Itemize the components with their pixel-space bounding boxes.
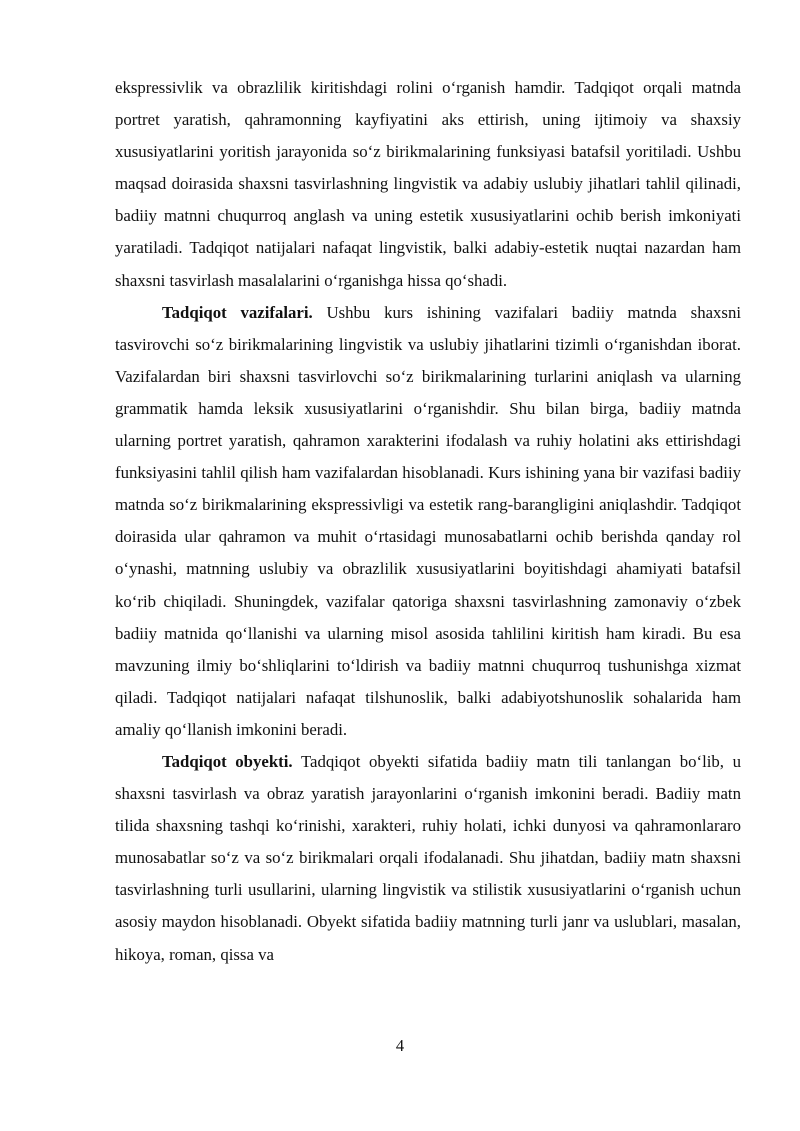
paragraph-text: ekspressivlik va obrazlilik kiritishdagi rolini o‘rganish hamdir. Tadqiqot orqali matnda portret yaratish, qahramonning kayfiyatini aks ettirish, uning ijtimoiy va shaxsiy xususiyatlarini yoritish jarayonida so‘z birikmalarining funksiyasi batafsil yoritiladi. Ushbu maqsad doirasida shaxsni tasvirlashning lingvistik va adabiy uslubiy jihatlari tahlil qilinadi, badiiy matnni chuqurroq anglash va uning estetik xususiyatlarini ochib berish imkoniyati yaratiladi. Tadqiqot natijalari nafaqat lingvistik, balki adabiy-estetik nuqtai nazardan ham shaxsni tasvirlash masalalarini o‘rganishga hissa qo‘shadi. [115, 78, 741, 290]
paragraph-research-object [115, 746, 741, 971]
paragraph-continuation [115, 72, 741, 297]
page-number: 4 [395, 1036, 405, 1055]
inline-heading-research-tasks: Tadqiqot vazifalari. [162, 302, 313, 322]
paragraph-research-tasks [115, 297, 741, 746]
paragraph-text: Ushbu kurs ishining vazifalari badiiy matnda shaxsni tasvirovchi so‘z birikmalarining lingvistik va uslubiy jihatlarini tizimli o‘rganishdan iborat. Vazifalardan biri shaxsni tasvirlovchi so‘z birikmalarining turlarini aniqlash va ularning grammatik hamda leksik xususiyatlarini o‘rganishdir. Shu bilan birga, badiiy matnda ularning portret yaratish, qahramon xarakterini ifodalash va ruhiy holatini aks ettirishdagi funksiyasini tahlil qilish ham vazifalardan hisoblanadi. Kurs ishining yana bir vazifasi badiiy matnda so‘z birikmalarining ekspressivligi va estetik rang-barangligini aniqlashdir. Tadqiqot doirasida ular qahramon va muhit o‘rtasidagi munosabatlarni ochib berishda qanday rol o‘ynashi, matnning uslubiy va obrazlilik xususiyatlarini boyitishdagi ahamiyati batafsil ko‘rib chiqiladi. Shuningdek, vazifalar qatoriga shaxsni tasvirlashning zamonaviy o‘zbek badiiy matnida qo‘llanishi va ularning misol asosida tahlilini kiritish ham kiradi. Bu esa mavzuning ilmiy bo‘shliqlarini to‘ldirish va badiiy matnni chuqurroq tushunishga xizmat qiladi. Tadqiqot natijalari nafaqat tilshunoslik, balki adabiyotshunoslik sohalarida ham amaliy qo‘llanish imkonini beradi. [115, 302, 742, 739]
paragraph-text: Tadqiqot obyekti sifatida badiiy matn tili tanlangan bo‘lib, u shaxsni tasvirlash va obraz yaratish jarayonlarini o‘rganish imkonini beradi. Badiiy matn tilida shaxsning tashqi ko‘rinishi, xarakteri, ruhiy holati, ichki dunyosi va qahramonlararo munosabatlar so‘z va so‘z birikmalari orqali ifodalanadi. Shu jihatdan, badiiy matn shaxsni tasvirlashning turli usullarini, ularning lingvistik va stilistik xususiyatlarini o‘rganish uchun asosiy maydon hisoblanadi. Obyekt sifatida badiiy matnning turli janr va uslublari, masalan, hikoya, roman, qissa va [115, 751, 741, 964]
body-text [115, 72, 741, 971]
inline-heading-research-object: Tadqiqot obyekti. [162, 751, 293, 771]
